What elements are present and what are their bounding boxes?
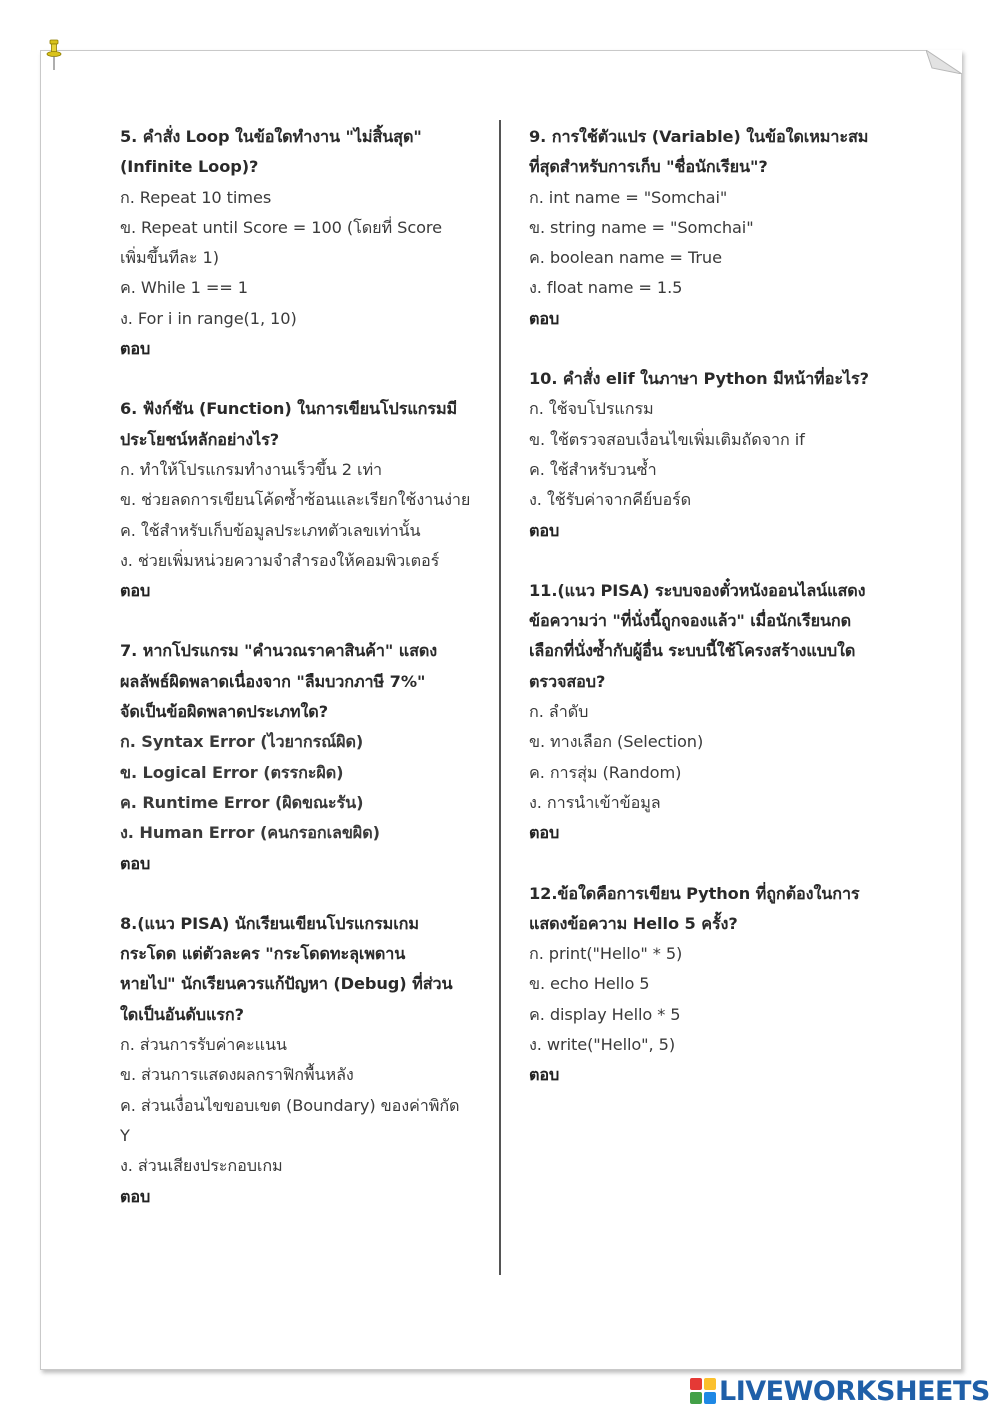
- answer-option: ก. ลำดับ: [529, 702, 589, 722]
- answer-label[interactable]: ตอบ: [120, 853, 151, 873]
- question-11: [529, 576, 889, 849]
- answer-option: ข. ทางเลือก (Selection): [529, 732, 704, 752]
- brand-name: LIVEWORKSHEETS: [719, 1375, 990, 1407]
- pushpin-icon: [44, 38, 64, 72]
- answer-label[interactable]: ตอบ: [529, 823, 560, 843]
- answer-option: ง. write("Hello", 5): [529, 1035, 676, 1055]
- answer-option: ค. display Hello * 5: [529, 1004, 681, 1024]
- question-text: 9. การใช้ตัวแปร (Variable) ในข้อใดเหมาะสม: [529, 127, 869, 146]
- question-text: เลือกที่นั่งซ้ำกับผู้อื่น ระบบนี้ใช้โครงสร้างแบบใด: [529, 641, 856, 661]
- liveworksheets-logo-icon: [690, 1378, 716, 1404]
- question-text: กระโดด แต่ตัวละคร "กระโดดทะลุเพดาน: [120, 944, 406, 964]
- answer-option: ข. ส่วนการแสดงผลกราฟิกพื้นหลัง: [120, 1065, 354, 1085]
- answer-option: ง. ใช้รับค่าจากคีย์บอร์ด: [529, 490, 692, 510]
- right-column: [529, 122, 889, 1121]
- question-text: 5. คำสั่ง Loop ในข้อใดทำงาน "ไม่สิ้นสุด": [120, 127, 422, 146]
- answer-label[interactable]: ตอบ: [120, 339, 151, 359]
- column-divider: [499, 120, 501, 1275]
- question-text: ตรวจสอบ?: [529, 671, 606, 691]
- question-text: 12.ข้อใดคือการเขียน Python ที่ถูกต้องในการ: [529, 883, 860, 903]
- question-10: [529, 364, 889, 546]
- question-8: [120, 909, 480, 1212]
- question-text: ใดเป็นอันดับแรก?: [120, 1004, 244, 1024]
- question-text: จัดเป็นข้อผิดพลาดประเภทใด?: [120, 702, 328, 722]
- answer-option: ค. boolean name = True: [529, 248, 722, 268]
- question-text: 8.(แนว PISA) นักเรียนเขียนโปรแกรมเกม: [120, 913, 419, 933]
- answer-option: ก. Repeat 10 times: [120, 187, 272, 207]
- answer-option: ง. For i in range(1, 10): [120, 308, 297, 328]
- question-text: 11.(แนว PISA) ระบบจองตั๋วหนังออนไลน์แสดง: [529, 580, 866, 600]
- question-text: ข้อความว่า "ที่นั่งนี้ถูกจองแล้ว" เมื่อนักเรียนกด: [529, 611, 852, 631]
- answer-option: ข. echo Hello 5: [529, 974, 650, 994]
- answer-option: ง. การนำเข้าข้อมูล: [529, 792, 661, 812]
- answer-option: ข. Repeat until Score = 100 (โดยที่ Score: [120, 217, 442, 237]
- answer-option: ค. Runtime Error (ผิดขณะรัน): [120, 792, 364, 812]
- question-text: (Infinite Loop)?: [120, 157, 259, 177]
- left-column: [120, 122, 480, 1242]
- question-text: หายไป" นักเรียนควรแก้ปัญหา (Debug) ที่ส่วน: [120, 974, 453, 994]
- question-text: แสดงข้อความ Hello 5 ครั้ง?: [529, 913, 738, 933]
- question-12: [529, 879, 889, 1091]
- question-text: ผลลัพธ์ผิดพลาดเนื่องจาก "ลืมบวกภาษี 7%": [120, 671, 426, 691]
- question-text: 6. ฟังก์ชัน (Function) ในการเขียนโปรแกรมมี: [120, 399, 458, 419]
- answer-option: ข. Logical Error (ตรรกะผิด): [120, 762, 344, 782]
- question-text: ประโยชน์หลักอย่างไร?: [120, 429, 280, 449]
- answer-option: ค. การสุ่ม (Random): [529, 762, 682, 782]
- answer-label[interactable]: ตอบ: [529, 308, 560, 328]
- page-curl-icon: [926, 50, 962, 74]
- answer-option: ก. ส่วนการรับค่าคะแนน: [120, 1035, 287, 1055]
- question-6: [120, 394, 480, 606]
- question-5: [120, 122, 480, 364]
- answer-option: ก. ทำให้โปรแกรมทำงานเร็วขึ้น 2 เท่า: [120, 459, 383, 479]
- question-9: [529, 122, 889, 334]
- answer-option: ก. print("Hello" * 5): [529, 944, 683, 964]
- answer-option: Y: [120, 1125, 130, 1145]
- answer-option: ง. float name = 1.5: [529, 278, 683, 298]
- question-7: [120, 636, 480, 878]
- answer-option: ข. ช่วยลดการเขียนโค้ดซ้ำซ้อนและเรียกใช้งานง่าย: [120, 490, 471, 510]
- answer-option: ก. int name = "Somchai": [529, 187, 728, 207]
- answer-option: ค. ใช้สำหรับวนซ้ำ: [529, 459, 657, 479]
- answer-option: ค. ใช้สำหรับเก็บข้อมูลประเภทตัวเลขเท่านั้น: [120, 520, 421, 540]
- answer-option: เพิ่มขึ้นทีละ 1): [120, 248, 219, 268]
- liveworksheets-logo: [690, 1374, 990, 1408]
- answer-option: ค. ส่วนเงื่อนไขขอบเขต (Boundary) ของค่าพิกัด: [120, 1095, 460, 1115]
- question-text: 7. หากโปรแกรม "คำนวณราคาสินค้า" แสดง: [120, 641, 438, 661]
- answer-option: ง. ช่วยเพิ่มหน่วยความจำสำรองให้คอมพิวเตอร์: [120, 550, 440, 570]
- answer-option: ค. While 1 == 1: [120, 278, 249, 298]
- answer-option: ก. ใช้จบโปรแกรม: [529, 399, 654, 419]
- answer-label[interactable]: ตอบ: [529, 520, 560, 540]
- answer-option: ง. ส่วนเสียงประกอบเกม: [120, 1156, 283, 1176]
- answer-label[interactable]: ตอบ: [120, 1186, 151, 1206]
- answer-label[interactable]: ตอบ: [120, 581, 151, 601]
- answer-option: ง. Human Error (คนกรอกเลขผิด): [120, 823, 380, 843]
- answer-label[interactable]: ตอบ: [529, 1065, 560, 1085]
- answer-option: ข. ใช้ตรวจสอบเงื่อนไขเพิ่มเติมถัดจาก if: [529, 429, 805, 449]
- question-text: 10. คำสั่ง elif ในภาษา Python มีหน้าที่อะไร?: [529, 369, 869, 389]
- answer-option: ก. Syntax Error (ไวยากรณ์ผิด): [120, 732, 364, 752]
- answer-option: ข. string name = "Somchai": [529, 217, 754, 237]
- question-text: ที่สุดสำหรับการเก็บ "ชื่อนักเรียน"?: [529, 157, 768, 177]
